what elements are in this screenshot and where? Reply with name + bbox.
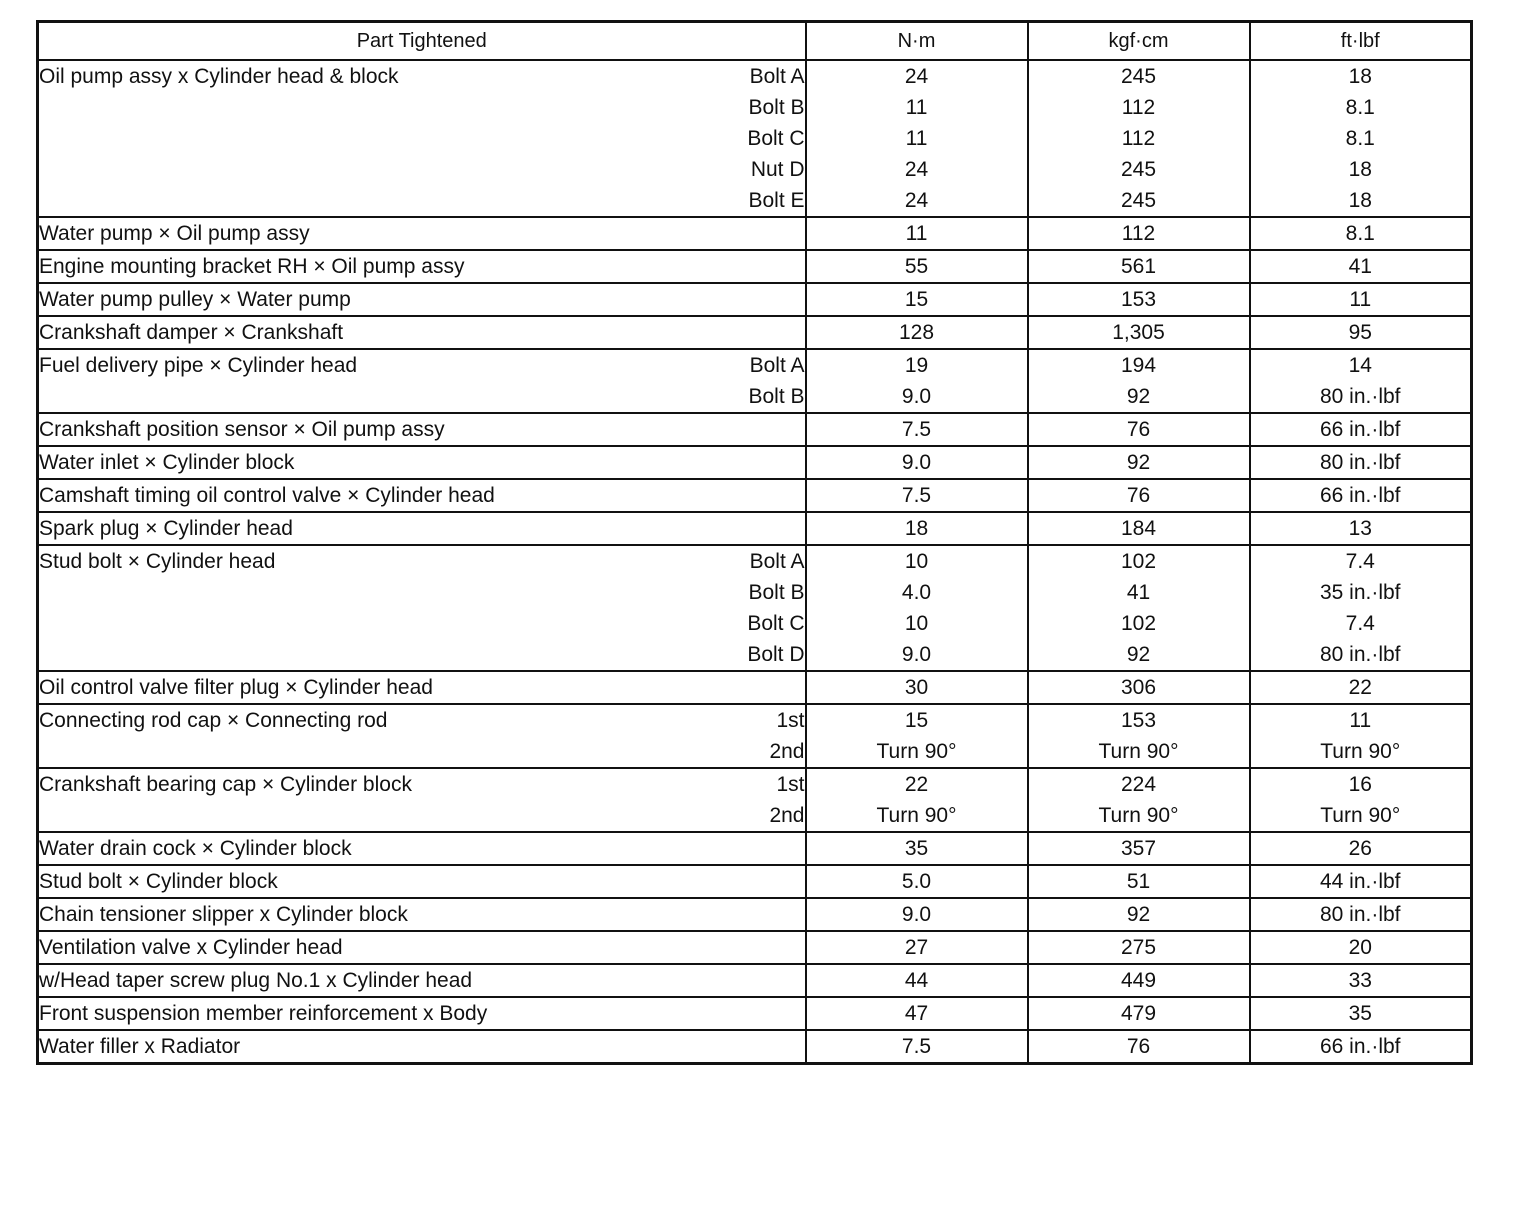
nm-cell: [806, 512, 1028, 545]
part-cell: [38, 931, 806, 964]
kgfcm-cell: [1028, 413, 1250, 446]
nm-cell: [806, 964, 1028, 997]
ftlbf-value: 33: [1348, 969, 1372, 992]
ftlbf-value: 41: [1348, 255, 1372, 278]
part-name: Ventilation valve x Cylinder head: [39, 936, 343, 959]
torque-spec-table: [36, 20, 1473, 1065]
nm-cell: [806, 60, 1028, 217]
kgfcm-cell: [1028, 1030, 1250, 1064]
sub-label: 1st: [776, 773, 805, 796]
sub-labels: [748, 350, 804, 412]
kgfcm-cell: [1028, 545, 1250, 671]
ftlbf-cell: [1250, 704, 1472, 768]
nm-value: 11: [905, 127, 928, 150]
part-name: Stud bolt × Cylinder block: [39, 870, 278, 893]
part-cell: [38, 250, 806, 283]
part-name: Camshaft timing oil control valve × Cylinder head: [39, 484, 495, 507]
ftlbf-value: 26: [1348, 837, 1372, 860]
kgfcm-cell: [1028, 446, 1250, 479]
kgfcm-value: 92: [1126, 903, 1151, 926]
part-name: Oil control valve filter plug × Cylinder head: [39, 676, 433, 699]
nm-value: 18: [904, 517, 929, 540]
nm-value: 128: [898, 321, 935, 344]
kgfcm-value: Turn 90°: [1098, 740, 1179, 763]
table-row: [38, 413, 1472, 446]
kgfcm-cell: [1028, 964, 1250, 997]
ftlbf-cell: [1250, 479, 1472, 512]
nm-value: 4.0: [901, 581, 932, 604]
part-cell: [38, 704, 806, 768]
ftlbf-value: 35: [1348, 1002, 1372, 1025]
table-row: [38, 931, 1472, 964]
ftlbf-value: 14: [1348, 354, 1372, 377]
ftlbf-value: 13: [1348, 517, 1372, 540]
nm-cell: [806, 671, 1028, 704]
ftlbf-value: 11: [1349, 288, 1372, 311]
nm-value: 47: [904, 1002, 929, 1025]
ftlbf-value: 80 in.·lbf: [1319, 385, 1401, 408]
nm-cell: [806, 931, 1028, 964]
kgfcm-cell: [1028, 997, 1250, 1030]
table-row: [38, 60, 1472, 217]
ftlbf-value: 66 in.·lbf: [1319, 418, 1401, 441]
part-cell: [38, 446, 806, 479]
part-cell: [38, 316, 806, 349]
sub-label: Bolt B: [748, 385, 805, 408]
nm-value: 9.0: [901, 643, 932, 666]
nm-value: 44: [904, 969, 929, 992]
nm-cell: [806, 283, 1028, 316]
kgfcm-value: 102: [1120, 550, 1157, 573]
nm-cell: [806, 446, 1028, 479]
kgfcm-value: 224: [1120, 773, 1157, 796]
kgfcm-value: 112: [1121, 96, 1156, 119]
part-name: Spark plug × Cylinder head: [39, 517, 293, 540]
part-cell: [38, 479, 806, 512]
kgfcm-value: 76: [1126, 484, 1151, 507]
kgfcm-value: 357: [1120, 837, 1157, 860]
nm-value: 22: [904, 773, 929, 796]
part-cell: [38, 217, 806, 250]
sub-labels: [769, 769, 804, 831]
nm-value: 19: [904, 354, 929, 377]
kgfcm-value: 41: [1126, 581, 1151, 604]
header-ftlbf: ft·lbf: [1250, 22, 1472, 61]
nm-cell: [806, 479, 1028, 512]
sub-label: Bolt B: [748, 96, 805, 119]
kgfcm-value: 112: [1121, 127, 1156, 150]
part-cell: [38, 413, 806, 446]
nm-cell: [806, 349, 1028, 413]
header-row: [38, 22, 1472, 61]
part-cell: [38, 898, 806, 931]
part-cell: [38, 997, 806, 1030]
table-row: [38, 964, 1472, 997]
ftlbf-cell: [1250, 349, 1472, 413]
sub-label: Nut D: [750, 158, 805, 181]
kgfcm-cell: [1028, 671, 1250, 704]
nm-value: 9.0: [901, 903, 932, 926]
ftlbf-value: 16: [1348, 773, 1372, 796]
ftlbf-cell: [1250, 512, 1472, 545]
nm-value: Turn 90°: [876, 804, 957, 827]
kgfcm-cell: [1028, 931, 1250, 964]
ftlbf-cell: [1250, 545, 1472, 671]
nm-value: 24: [904, 189, 929, 212]
nm-cell: [806, 1030, 1028, 1064]
ftlbf-value: 22: [1348, 676, 1372, 699]
nm-value: 35: [904, 837, 929, 860]
ftlbf-value: 8.1: [1345, 96, 1375, 119]
table-row: [38, 865, 1472, 898]
sub-labels: [769, 705, 804, 767]
part-name: Water filler x Radiator: [39, 1035, 241, 1058]
ftlbf-value: 20: [1348, 936, 1372, 959]
table-row: [38, 349, 1472, 413]
kgfcm-cell: [1028, 283, 1250, 316]
part-name: Stud bolt × Cylinder head: [39, 550, 276, 573]
kgfcm-cell: [1028, 60, 1250, 217]
kgfcm-cell: [1028, 250, 1250, 283]
table-row: [38, 479, 1472, 512]
part-cell: [38, 283, 806, 316]
part-cell: [38, 768, 806, 832]
ftlbf-cell: [1250, 865, 1472, 898]
kgfcm-value: 92: [1126, 643, 1151, 666]
sub-labels: [747, 61, 804, 216]
part-cell: [38, 512, 806, 545]
nm-cell: [806, 865, 1028, 898]
kgfcm-cell: [1028, 832, 1250, 865]
ftlbf-cell: [1250, 898, 1472, 931]
nm-value: Turn 90°: [876, 740, 957, 763]
part-cell: [38, 832, 806, 865]
ftlbf-value: 80 in.·lbf: [1319, 643, 1401, 666]
kgfcm-value: 561: [1120, 255, 1157, 278]
kgfcm-value: 92: [1126, 385, 1151, 408]
sub-label: 2nd: [769, 740, 805, 763]
ftlbf-value: 44 in.·lbf: [1319, 870, 1401, 893]
kgfcm-value: 112: [1121, 222, 1156, 245]
part-cell: [38, 60, 806, 217]
nm-cell: [806, 704, 1028, 768]
part-cell: [38, 865, 806, 898]
kgfcm-cell: [1028, 704, 1250, 768]
nm-value: 10: [904, 550, 929, 573]
nm-value: 10: [904, 612, 929, 635]
kgfcm-value: 102: [1120, 612, 1157, 635]
table-row: [38, 217, 1472, 250]
part-name: Water inlet × Cylinder block: [39, 451, 295, 474]
nm-cell: [806, 898, 1028, 931]
part-cell: [38, 545, 806, 671]
kgfcm-cell: [1028, 768, 1250, 832]
kgfcm-value: Turn 90°: [1098, 804, 1179, 827]
kgfcm-value: 245: [1120, 158, 1157, 181]
table-row: [38, 512, 1472, 545]
table-row: [38, 997, 1472, 1030]
ftlbf-value: 66 in.·lbf: [1319, 1035, 1401, 1058]
kgfcm-cell: [1028, 349, 1250, 413]
ftlbf-value: 11: [1349, 709, 1372, 732]
part-name: Chain tensioner slipper x Cylinder block: [39, 903, 408, 926]
part-name: w/Head taper screw plug No.1 x Cylinder head: [39, 969, 473, 992]
ftlbf-cell: [1250, 60, 1472, 217]
table-body: [38, 60, 1472, 1064]
ftlbf-cell: [1250, 316, 1472, 349]
nm-cell: [806, 545, 1028, 671]
kgfcm-value: 76: [1126, 418, 1151, 441]
kgfcm-value: 194: [1120, 354, 1157, 377]
sub-label: Bolt A: [749, 354, 805, 377]
ftlbf-cell: [1250, 997, 1472, 1030]
part-name: Water pump × Oil pump assy: [39, 222, 310, 245]
part-name: Water pump pulley × Water pump: [39, 288, 351, 311]
kgfcm-cell: [1028, 865, 1250, 898]
part-cell: [38, 964, 806, 997]
part-name: Crankshaft bearing cap × Cylinder block: [39, 773, 412, 796]
sub-label: Bolt C: [747, 127, 805, 150]
ftlbf-value: 66 in.·lbf: [1319, 484, 1401, 507]
kgfcm-cell: [1028, 316, 1250, 349]
nm-value: 5.0: [901, 870, 932, 893]
table-row: [38, 250, 1472, 283]
ftlbf-cell: [1250, 964, 1472, 997]
nm-cell: [806, 413, 1028, 446]
nm-cell: [806, 316, 1028, 349]
ftlbf-cell: [1250, 931, 1472, 964]
ftlbf-cell: [1250, 413, 1472, 446]
nm-value: 7.5: [901, 418, 932, 441]
nm-value: 11: [905, 222, 928, 245]
table-row: [38, 671, 1472, 704]
ftlbf-value: 8.1: [1345, 127, 1375, 150]
table-row: [38, 704, 1472, 768]
ftlbf-cell: [1250, 446, 1472, 479]
kgfcm-cell: [1028, 512, 1250, 545]
nm-value: 15: [904, 288, 929, 311]
kgfcm-value: 92: [1126, 451, 1151, 474]
ftlbf-value: 8.1: [1345, 222, 1375, 245]
nm-value: 9.0: [901, 451, 932, 474]
ftlbf-value: 7.4: [1345, 612, 1375, 635]
part-cell: [38, 349, 806, 413]
table-row: [38, 832, 1472, 865]
part-name: Engine mounting bracket RH × Oil pump assy: [39, 255, 465, 278]
kgfcm-cell: [1028, 217, 1250, 250]
ftlbf-value: 18: [1348, 65, 1372, 88]
ftlbf-value: 18: [1348, 189, 1372, 212]
table-row: [38, 316, 1472, 349]
part-name: Fuel delivery pipe × Cylinder head: [39, 354, 358, 377]
nm-value: 7.5: [901, 1035, 932, 1058]
nm-cell: [806, 768, 1028, 832]
ftlbf-value: 35 in.·lbf: [1319, 581, 1401, 604]
kgfcm-value: 275: [1120, 936, 1157, 959]
part-name: Crankshaft position sensor × Oil pump assy: [39, 418, 445, 441]
nm-value: 24: [904, 65, 929, 88]
part-name: Front suspension member reinforcement x Body: [39, 1002, 488, 1025]
table-row: [38, 446, 1472, 479]
sub-label: Bolt C: [747, 612, 805, 635]
kgfcm-value: 479: [1120, 1002, 1157, 1025]
nm-cell: [806, 250, 1028, 283]
ftlbf-value: 95: [1348, 321, 1372, 344]
part-name: Connecting rod cap × Connecting rod: [39, 709, 388, 732]
kgfcm-value: 76: [1126, 1035, 1151, 1058]
ftlbf-cell: [1250, 671, 1472, 704]
nm-value: 11: [905, 96, 928, 119]
part-name: Crankshaft damper × Crankshaft: [39, 321, 344, 344]
part-name: Oil pump assy x Cylinder head & block: [39, 65, 399, 88]
nm-value: 7.5: [901, 484, 932, 507]
sub-label: 1st: [776, 709, 805, 732]
ftlbf-cell: [1250, 768, 1472, 832]
nm-cell: [806, 217, 1028, 250]
nm-cell: [806, 997, 1028, 1030]
ftlbf-cell: [1250, 832, 1472, 865]
kgfcm-cell: [1028, 898, 1250, 931]
kgfcm-value: 153: [1120, 709, 1157, 732]
table-row: [38, 283, 1472, 316]
table-row: [38, 1030, 1472, 1064]
ftlbf-value: 18: [1348, 158, 1372, 181]
sub-label: Bolt A: [749, 65, 805, 88]
table-row: [38, 768, 1472, 832]
ftlbf-value: 80 in.·lbf: [1319, 451, 1401, 474]
kgfcm-value: 245: [1120, 65, 1157, 88]
nm-value: 9.0: [901, 385, 932, 408]
ftlbf-cell: [1250, 283, 1472, 316]
sub-label: Bolt D: [747, 643, 805, 666]
kgfcm-value: 184: [1120, 517, 1157, 540]
sub-label: 2nd: [769, 804, 805, 827]
kgfcm-value: 51: [1126, 870, 1151, 893]
ftlbf-value: Turn 90°: [1320, 740, 1401, 763]
sub-label: Bolt E: [748, 189, 805, 212]
part-cell: [38, 671, 806, 704]
header-kgfcm: kgf·cm: [1028, 22, 1250, 61]
sub-label: Bolt B: [748, 581, 805, 604]
header-nm: N·m: [806, 22, 1028, 61]
nm-cell: [806, 832, 1028, 865]
header-part-tightened: Part Tightened: [38, 22, 806, 61]
nm-value: 15: [904, 709, 929, 732]
kgfcm-value: 449: [1120, 969, 1157, 992]
nm-value: 27: [904, 936, 929, 959]
nm-value: 30: [904, 676, 929, 699]
ftlbf-cell: [1250, 217, 1472, 250]
ftlbf-cell: [1250, 1030, 1472, 1064]
sub-labels: [747, 546, 804, 670]
part-name: Water drain cock × Cylinder block: [39, 837, 352, 860]
kgfcm-value: 306: [1120, 676, 1157, 699]
ftlbf-value: 80 in.·lbf: [1319, 903, 1401, 926]
sub-label: Bolt A: [749, 550, 805, 573]
ftlbf-cell: [1250, 250, 1472, 283]
ftlbf-value: 7.4: [1345, 550, 1375, 573]
ftlbf-value: Turn 90°: [1320, 804, 1401, 827]
kgfcm-cell: [1028, 479, 1250, 512]
kgfcm-value: 1,305: [1112, 321, 1165, 344]
nm-value: 24: [904, 158, 929, 181]
kgfcm-value: 153: [1120, 288, 1157, 311]
nm-value: 55: [904, 255, 929, 278]
part-cell: [38, 1030, 806, 1064]
table-row: [38, 545, 1472, 671]
kgfcm-value: 245: [1120, 189, 1157, 212]
table-row: [38, 898, 1472, 931]
